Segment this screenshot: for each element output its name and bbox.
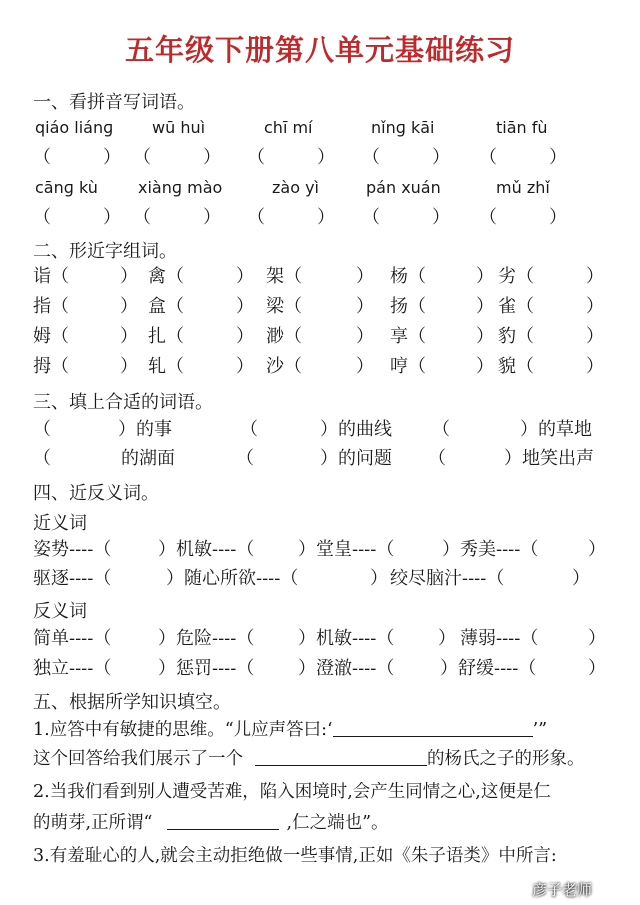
antonym-item: 简单----（ bbox=[33, 628, 112, 649]
antonym-item: ）惩罚----（ bbox=[158, 658, 255, 679]
paren-close: ） bbox=[236, 296, 254, 317]
section-4-heading: 四、近反义词。 bbox=[33, 483, 159, 504]
paren-close: ） bbox=[370, 568, 388, 589]
question-2-line-1: 2.当我们看到别人遭受苦难，陷入困境时,会产生同情之心,这便是仁 bbox=[33, 782, 551, 802]
synonym-item: 随心所欲----（ bbox=[184, 568, 299, 589]
similar-char-row-2 bbox=[0, 295, 640, 319]
fill-word-item: ）的事 bbox=[118, 419, 172, 440]
paren-close: ） bbox=[476, 326, 494, 347]
paren-close: ） bbox=[166, 568, 184, 589]
paren-close: ） bbox=[586, 266, 604, 287]
synonym-item: 驱逐----（ bbox=[33, 568, 112, 589]
question-2-line-2 bbox=[33, 810, 613, 836]
antonym-item: ）舒缓----（ bbox=[440, 658, 537, 679]
pinyin-row-1 bbox=[0, 117, 640, 141]
pinyin-item: pán xuán bbox=[366, 178, 441, 197]
paren-close: ） bbox=[586, 296, 604, 317]
char-item: 扬（ bbox=[390, 296, 426, 317]
antonym-item: 独立----（ bbox=[33, 658, 112, 679]
paren-close: ） bbox=[120, 356, 138, 377]
char-item: 沙（ bbox=[266, 356, 302, 377]
question-3-line-1: 3.有羞耻心的人,就会主动拒绝做一些事情,正如《朱子语类》中所言: bbox=[33, 846, 557, 866]
answer-blank[interactable]: （ ） bbox=[33, 147, 121, 168]
synonym-item: ）机敏----（ bbox=[158, 539, 255, 560]
antonym-row-2 bbox=[0, 657, 640, 681]
paren-close: ） bbox=[476, 296, 494, 317]
char-item: 姆（ bbox=[33, 326, 69, 347]
paren-close: ） bbox=[438, 628, 456, 649]
char-item: 轧（ bbox=[148, 356, 184, 377]
synonym-row-1 bbox=[0, 538, 640, 562]
page-title: 五年级下册第八单元基础练习 bbox=[124, 33, 515, 67]
paren-close: ） bbox=[588, 658, 606, 679]
paren-open: （ bbox=[240, 419, 258, 440]
char-item: 盒（ bbox=[148, 296, 184, 317]
paren-close: ） bbox=[476, 356, 494, 377]
char-item: 扎（ bbox=[148, 326, 184, 347]
question-text: ’” bbox=[532, 720, 548, 740]
question-1-line-1 bbox=[33, 717, 613, 743]
paren-close: ） bbox=[572, 568, 590, 589]
char-item: 诣（ bbox=[33, 266, 69, 287]
pinyin-item: nǐnɡ kāi bbox=[371, 118, 435, 137]
synonym-row-2 bbox=[0, 567, 640, 591]
answer-blank-line[interactable] bbox=[255, 747, 427, 766]
fill-word-item: ）的曲线 bbox=[320, 419, 392, 440]
paren-open: （ bbox=[236, 448, 254, 469]
pinyin-row-2 bbox=[0, 177, 640, 201]
char-item: 拇（ bbox=[33, 356, 69, 377]
char-item: 架（ bbox=[266, 266, 302, 287]
char-item: 梁（ bbox=[266, 296, 302, 317]
section-3-heading: 三、填上合适的词语。 bbox=[33, 392, 213, 413]
section-2-heading: 二、形近字组词。 bbox=[33, 241, 177, 262]
char-item: 貌（ bbox=[498, 356, 534, 377]
antonym-item: ）机敏----（ bbox=[298, 628, 395, 649]
paren-close: ） bbox=[586, 326, 604, 347]
fill-word-item: ）地笑出声 bbox=[504, 448, 594, 469]
pinyin-item: zào yì bbox=[272, 178, 319, 197]
answer-paren-row-1 bbox=[0, 146, 640, 170]
answer-blank[interactable]: （ ） bbox=[33, 207, 121, 228]
synonym-label: 近义词 bbox=[33, 513, 87, 534]
paren-close: ） bbox=[356, 296, 374, 317]
answer-blank[interactable]: （ ） bbox=[247, 147, 335, 168]
synonym-item: 绞尽脑汁----（ bbox=[390, 568, 505, 589]
paren-close: ） bbox=[588, 539, 606, 560]
paren-close: ） bbox=[236, 266, 254, 287]
answer-blank[interactable]: （ ） bbox=[247, 207, 335, 228]
paren-close: ） bbox=[356, 326, 374, 347]
question-text: ,仁之端也”。 bbox=[286, 813, 389, 833]
antonym-item: ）澄澈----（ bbox=[298, 658, 395, 679]
char-item: 享（ bbox=[390, 326, 426, 347]
paren-close: ） bbox=[120, 326, 138, 347]
section-1-heading: 一、看拼音写词语。 bbox=[33, 92, 195, 113]
pinyin-item: tiān fù bbox=[496, 118, 548, 137]
paren-open: （ bbox=[33, 419, 51, 440]
paren-close: ） bbox=[476, 266, 494, 287]
answer-blank[interactable]: （ ） bbox=[133, 207, 221, 228]
paren-close: ） bbox=[588, 628, 606, 649]
pinyin-item: chī mí bbox=[264, 118, 313, 137]
question-text: 的萌芽,正所谓“ bbox=[33, 813, 153, 833]
pinyin-item: wū huì bbox=[152, 118, 206, 137]
answer-paren-row-2 bbox=[0, 206, 640, 230]
paren-close: ） bbox=[586, 356, 604, 377]
char-item: 渺（ bbox=[266, 326, 302, 347]
antonym-item: ）危险----（ bbox=[158, 628, 255, 649]
antonym-item: 薄弱----（ bbox=[460, 628, 539, 649]
char-item: 雀（ bbox=[498, 296, 534, 317]
answer-blank-line[interactable] bbox=[333, 718, 533, 737]
paren-close: ） bbox=[236, 326, 254, 347]
author-watermark bbox=[512, 878, 632, 902]
paren-close: ） bbox=[120, 266, 138, 287]
paren-open: （ bbox=[33, 448, 51, 469]
question-text: 的杨氏之子的形象。 bbox=[427, 749, 585, 769]
antonym-label: 反义词 bbox=[33, 601, 87, 622]
watermark-text: 彦子老师 bbox=[532, 881, 593, 899]
pinyin-item: qiáo liánɡ bbox=[35, 118, 114, 137]
answer-blank[interactable]: （ ） bbox=[362, 207, 450, 228]
answer-blank[interactable]: （ ） bbox=[133, 147, 221, 168]
char-item: 哼（ bbox=[390, 356, 426, 377]
pinyin-item: cānɡ kù bbox=[35, 178, 98, 197]
paren-close: ） bbox=[356, 356, 374, 377]
paren-open: （ bbox=[428, 448, 446, 469]
fill-word-item: 的湖面 bbox=[121, 448, 175, 469]
similar-char-row-4 bbox=[0, 355, 640, 379]
fill-word-row-1 bbox=[0, 418, 640, 442]
fill-word-item: ）的问题 bbox=[320, 448, 392, 469]
pinyin-item: xiànɡ mào bbox=[138, 178, 223, 197]
answer-blank[interactable]: （ ） bbox=[479, 147, 567, 168]
paren-close: ） bbox=[356, 266, 374, 287]
answer-blank[interactable]: （ ） bbox=[362, 147, 450, 168]
char-item: 劣（ bbox=[498, 266, 534, 287]
question-text: 这个回答给我们展示了一个 bbox=[33, 749, 243, 769]
similar-char-row-3 bbox=[0, 325, 640, 349]
char-item: 杨（ bbox=[390, 266, 426, 287]
pinyin-item: mǔ zhǐ bbox=[496, 178, 550, 197]
fill-word-row-2 bbox=[0, 447, 640, 471]
char-item: 禽（ bbox=[148, 266, 184, 287]
section-5-heading: 五、根据所学知识填空。 bbox=[33, 692, 231, 713]
similar-char-row-1 bbox=[0, 265, 640, 289]
fill-word-item: ）的草地 bbox=[520, 419, 592, 440]
camera-icon bbox=[512, 883, 528, 897]
question-1-line-2 bbox=[33, 746, 613, 772]
paren-open: （ bbox=[432, 419, 450, 440]
char-item: 指（ bbox=[33, 296, 69, 317]
antonym-row-1 bbox=[0, 627, 640, 651]
synonym-item: ）秀美----（ bbox=[442, 539, 539, 560]
answer-blank-line[interactable] bbox=[167, 811, 279, 830]
paren-close: ） bbox=[120, 296, 138, 317]
question-text: 1.应答中有敏捷的思维。“儿应声答曰:‘ bbox=[33, 720, 333, 740]
char-item: 豹（ bbox=[498, 326, 534, 347]
synonym-item: ）堂皇----（ bbox=[298, 539, 395, 560]
synonym-item: 姿势----（ bbox=[33, 539, 112, 560]
answer-blank[interactable]: （ ） bbox=[479, 207, 567, 228]
paren-close: ） bbox=[236, 356, 254, 377]
